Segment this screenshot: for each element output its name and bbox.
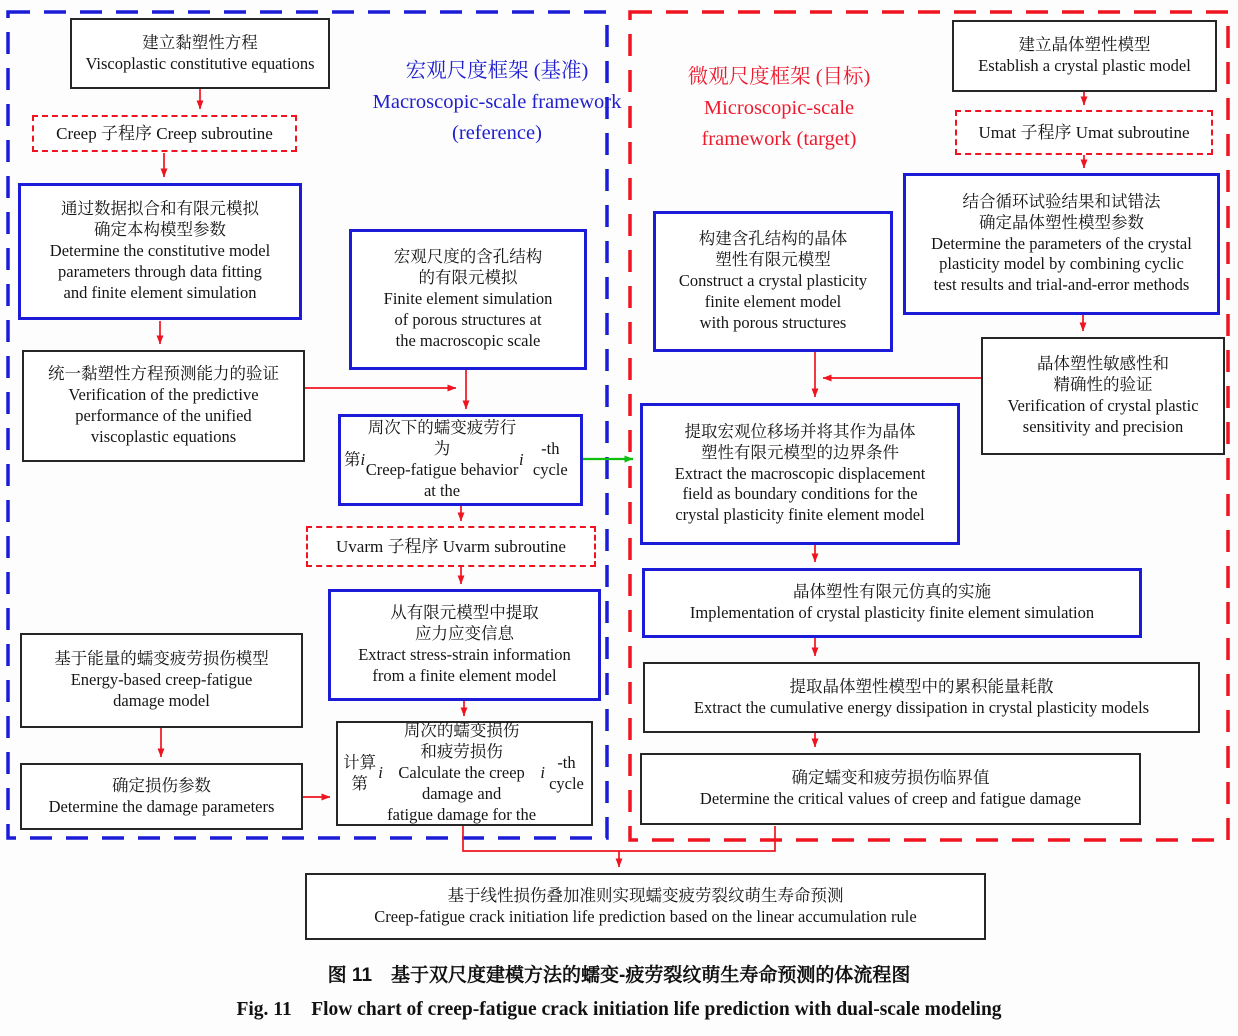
node-life-prediction: 基于线性损伤叠加准则实现蠕变疲劳裂纹萌生寿命预测 Creep-fatigue crack initiation life prediction based on the linear accumulation rule [305, 873, 986, 940]
node-extract-energy-dissipation: 提取晶体塑性模型中的累积能量耗散 Extract the cumulative energy dissipation in crystal plasticity models [643, 662, 1200, 733]
node-determine-damage-params: 确定损伤参数 Determine the damage parameters [20, 763, 303, 830]
node-uvarm-subroutine: Uvarm 子程序 Uvarm subroutine [306, 526, 596, 567]
node-determine-constitutive-params: 通过数据拟合和有限元模拟 确定本构模型参数 Determine the constitutive model parameters through data fitting and finite element simulation [18, 183, 302, 320]
node-extract-displacement-field: 提取宏观位移场并将其作为晶体 塑性有限元模型的边界条件 Extract the macroscopic displacement field as boundary conditions for the crystal plasticity finite element model [640, 403, 960, 545]
node-verify-viscoplastic: 统一黏塑性方程预测能力的验证 Verification of the predictive performance of the unified viscoplastic equations [22, 350, 305, 462]
node-cpfe-implementation: 晶体塑性有限元仿真的实施 Implementation of crystal plasticity finite element simulation [642, 568, 1142, 638]
node-critical-damage-values: 确定蠕变和疲劳损伤临界值 Determine the critical values of creep and fatigue damage [640, 753, 1141, 825]
node-macro-fe-simulation: 宏观尺度的含孔结构 的有限元模拟 Finite element simulation of porous structures at the macroscopic scale [349, 229, 587, 370]
macro-framework-title: 宏观尺度框架 (基准) Macroscopic-scale framework (reference) [372, 60, 622, 144]
connector-bottom-join [463, 826, 775, 851]
node-construct-cpfe-model: 构建含孔结构的晶体 塑性有限元模型 Construct a crystal plasticity finite element model with porous structures [653, 211, 893, 352]
node-umat-subroutine: Umat 子程序 Umat subroutine [955, 110, 1213, 155]
node-determine-crystal-params: 结合循环试验结果和试错法 确定晶体塑性模型参数 Determine the parameters of the crystal plasticity model by combining cyclic test results and trial-and-error methods [903, 173, 1220, 315]
node-energy-damage-model: 基于能量的蠕变疲劳损伤模型 Energy-based creep-fatigue damage model [20, 633, 303, 728]
node-viscoplastic-equations: 建立黏塑性方程 Viscoplastic constitutive equations [70, 18, 330, 89]
node-verify-crystal: 晶体塑性敏感性和 精确性的验证 Verification of crystal plastic sensitivity and precision [981, 337, 1225, 455]
node-crystal-plastic-model: 建立晶体塑性模型 Establish a crystal plastic model [952, 20, 1217, 92]
node-ith-cycle-behavior: 第 i 周次下的蠕变疲劳行为 Creep-fatigue behavior at the i -th cycle [338, 414, 583, 506]
node-creep-subroutine: Creep 子程序 Creep subroutine [32, 115, 297, 152]
node-calc-cycle-damage: 计算第 i 周次的蠕变损伤 和疲劳损伤 Calculate the creep damage and fatigue damage for the i -th cycle [336, 721, 593, 826]
node-extract-stress-strain: 从有限元模型中提取 应力应变信息 Extract stress-strain information from a finite element model [328, 589, 601, 701]
figure-caption-en: Fig. 11 Flow chart of creep-fatigue crack initiation life prediction with dual-scale modeling [236, 999, 1002, 1020]
figure-caption-zh: 图 11 基于双尺度建模方法的蠕变-疲劳裂纹萌生寿命预测的体流程图 [327, 965, 911, 986]
micro-framework-title: 微观尺度框架 (目标) Microscopic-scale framework (target) [687, 66, 871, 150]
